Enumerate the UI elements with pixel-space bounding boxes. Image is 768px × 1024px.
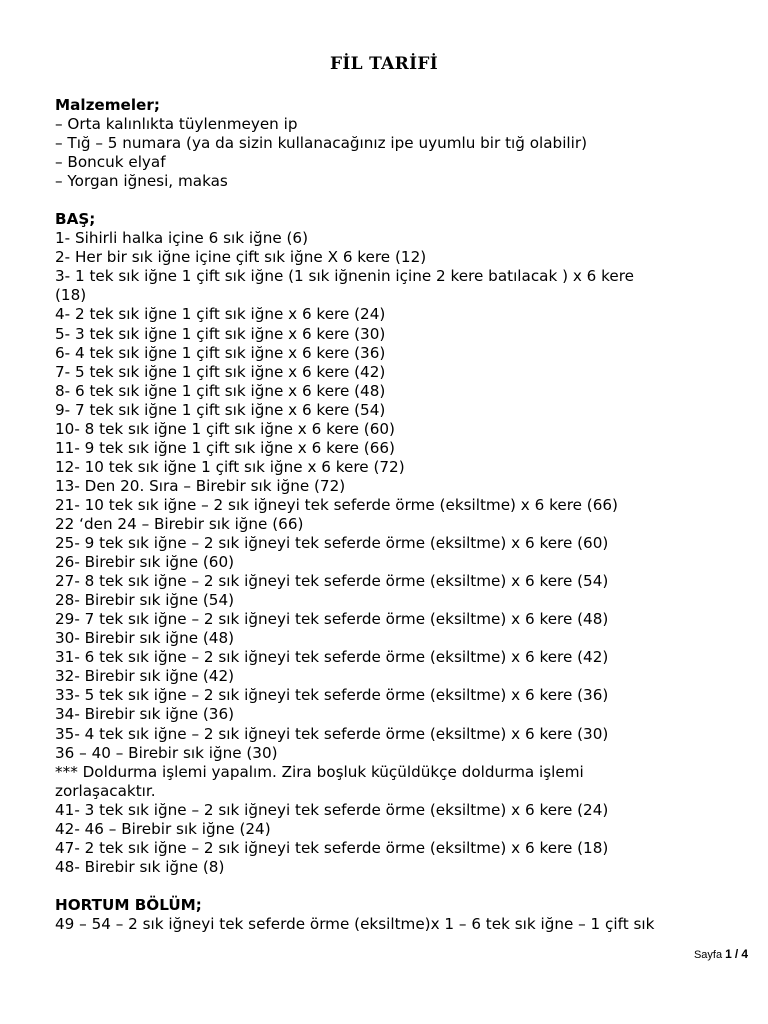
pattern-row: (18)	[55, 286, 87, 305]
pattern-row: 41- 3 tek sık iğne – 2 sık iğneyi tek seferde örme (eksiltme) x 6 kere (24)	[55, 800, 609, 819]
pattern-row: 49 – 54 – 2 sık iğneyi tek seferde örme (eksiltme)x 1 – 6 tek sık iğne – 1 çift sık	[55, 914, 655, 933]
pattern-row: 36 – 40 – Birebir sık iğne (30)	[55, 743, 278, 762]
current-page: 1	[725, 947, 732, 961]
pattern-row: 33- 5 tek sık iğne – 2 sık iğneyi tek seferde örme (eksiltme) x 6 kere (36)	[55, 686, 609, 705]
pattern-row: 13- Den 20. Sıra – Birebir sık iğne (72)	[55, 476, 346, 495]
section-spacer	[55, 877, 745, 896]
materials-item: – Boncuk elyaf	[55, 153, 166, 172]
pattern-row: 42- 46 – Birebir sık iğne (24)	[55, 819, 271, 838]
trunk-section	[55, 896, 745, 934]
pattern-row: 3- 1 tek sık iğne 1 çift sık iğne (1 sık iğnenin içine 2 kere batılacak ) x 6 kere	[55, 267, 635, 286]
stuffing-note: *** Doldurma işlemi yapalım. Zira boşluk küçüldükçe doldurma işlemi	[55, 762, 584, 781]
pattern-row: 22 ‘den 24 – Birebir sık iğne (66)	[55, 514, 304, 533]
page-separator: /	[734, 947, 739, 961]
pattern-row: 6- 4 tek sık iğne 1 çift sık iğne x 6 kere (36)	[55, 343, 386, 362]
page-label: Sayfa	[693, 949, 723, 961]
document-body	[55, 96, 745, 934]
pattern-row: 27- 8 tek sık iğne – 2 sık iğneyi tek seferde örme (eksiltme) x 6 kere (54)	[55, 572, 609, 591]
pattern-row: 26- Birebir sık iğne (60)	[55, 553, 235, 572]
materials-section	[55, 96, 745, 191]
pattern-row: 12- 10 tek sık iğne 1 çift sık iğne x 6 kere (72)	[55, 457, 405, 476]
pattern-row: 28- Birebir sık iğne (54)	[55, 591, 235, 610]
materials-item: – Orta kalınlıkta tüylenmeyen ip	[55, 115, 298, 134]
pattern-row: 34- Birebir sık iğne (36)	[55, 705, 235, 724]
pattern-row: 11- 9 tek sık iğne 1 çift sık iğne x 6 kere (66)	[55, 438, 395, 457]
pattern-row: 1- Sihirli halka içine 6 sık iğne (6)	[55, 229, 309, 248]
head-heading: BAŞ;	[55, 210, 96, 229]
trunk-heading: HORTUM BÖLÜM;	[55, 895, 202, 914]
pattern-row: 9- 7 tek sık iğne 1 çift sık iğne x 6 kere (54)	[55, 400, 386, 419]
pattern-row: 8- 6 tek sık iğne 1 çift sık iğne x 6 kere (48)	[55, 381, 386, 400]
pattern-row: 4- 2 tek sık iğne 1 çift sık iğne x 6 kere (24)	[55, 305, 386, 324]
pattern-row: 32- Birebir sık iğne (42)	[55, 667, 235, 686]
stuffing-note: zorlaşacaktır.	[55, 781, 156, 800]
pattern-row: 48- Birebir sık iğne (8)	[55, 857, 225, 876]
materials-item: – Yorgan iğnesi, makas	[55, 172, 228, 191]
pattern-row: 31- 6 tek sık iğne – 2 sık iğneyi tek seferde örme (eksiltme) x 6 kere (42)	[55, 648, 609, 667]
pattern-row: 5- 3 tek sık iğne 1 çift sık iğne x 6 kere (30)	[55, 324, 386, 343]
pattern-row: 29- 7 tek sık iğne – 2 sık iğneyi tek seferde örme (eksiltme) x 6 kere (48)	[55, 610, 609, 629]
pattern-row: 2- Her bir sık iğne içine çift sık iğne X 6 kere (12)	[55, 248, 427, 267]
section-spacer	[55, 191, 745, 210]
page-title: FİL TARİFİ	[330, 54, 438, 74]
materials-item: – Tığ – 5 numara (ya da sizin kullanacağınız ipe uyumlu bir tığ olabilir)	[55, 134, 588, 153]
pattern-row: 35- 4 tek sık iğne – 2 sık iğneyi tek seferde örme (eksiltme) x 6 kere (30)	[55, 724, 609, 743]
pattern-row: 7- 5 tek sık iğne 1 çift sık iğne x 6 kere (42)	[55, 362, 386, 381]
pattern-row: 30- Birebir sık iğne (48)	[55, 629, 235, 648]
pattern-row: 47- 2 tek sık iğne – 2 sık iğneyi tek seferde örme (eksiltme) x 6 kere (18)	[55, 838, 609, 857]
pattern-row: 21- 10 tek sık iğne – 2 sık iğneyi tek seferde örme (eksiltme) x 6 kere (66)	[55, 495, 618, 514]
materials-heading: Malzemeler;	[55, 96, 160, 114]
page-number-footer	[694, 946, 748, 963]
total-pages: 4	[741, 947, 748, 961]
head-section	[55, 210, 745, 877]
pattern-row: 10- 8 tek sık iğne 1 çift sık iğne x 6 kere (60)	[55, 419, 395, 438]
pattern-row: 25- 9 tek sık iğne – 2 sık iğneyi tek seferde örme (eksiltme) x 6 kere (60)	[55, 534, 609, 553]
